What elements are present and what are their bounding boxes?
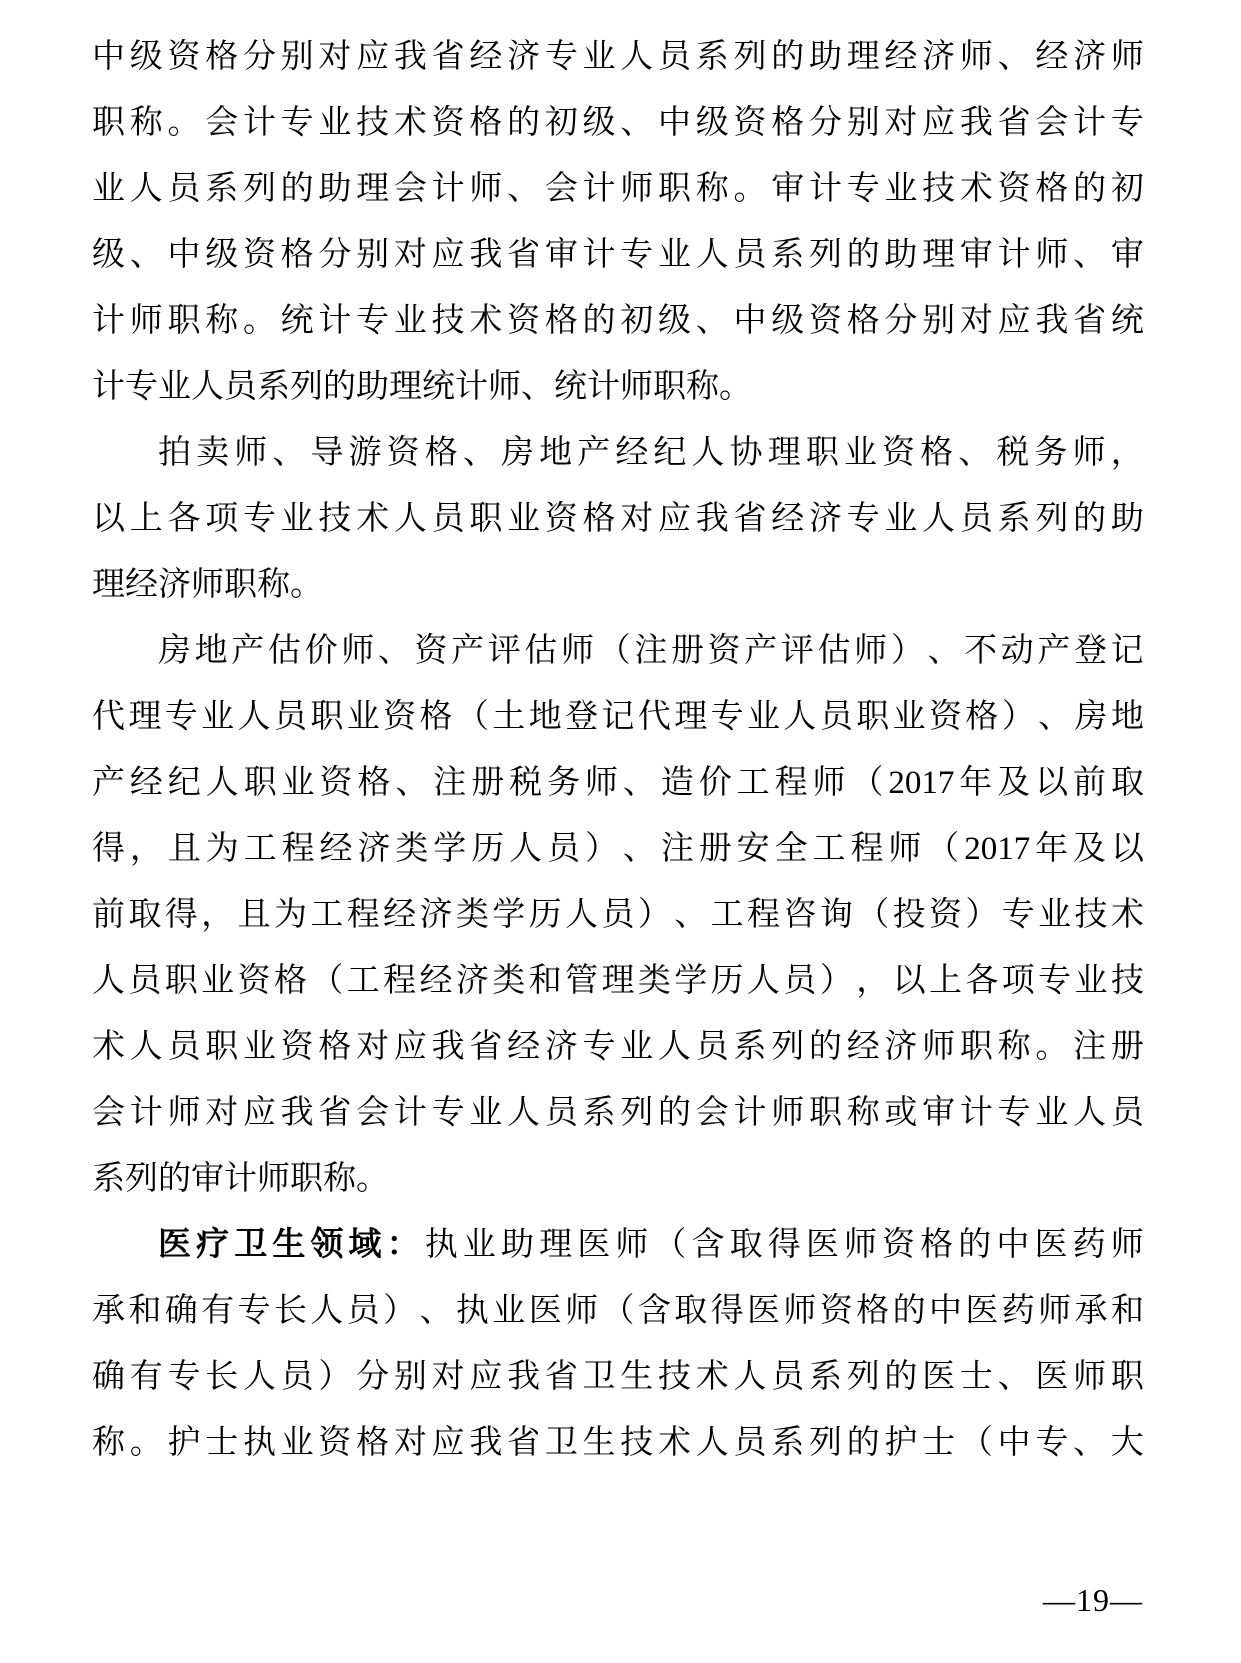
page-number: —19— [1043,1582,1143,1618]
document-body [92,24,1144,1476]
text-line: 以 上 各 项 专 业 技 术 人 员 职 业 资 格 对 应 我 省 经 济 专 业 人 员 系 列 的 助 [92,501,1144,537]
text-line: 术 人 员 职 业 资 格 对 应 我 省 经 济 专 业 人 员 系 列 的 经 济 师 职 称 。 注 册 [92,1029,1144,1065]
text-line: 代 理 专 业 人 员 职 业 资 格 （ 土 地 登 记 代 理 专 业 人 员 职 业 资 格 ） 、 房 地 [92,699,1144,735]
text-line: 计 师 职 称 。 统 计 专 业 技 术 资 格 的 初 级 、 中 级 资 格 分 别 对 应 我 省 统 [92,303,1144,339]
text-line: 医 疗 卫 生 领 域 ： 执 业 助 理 医 师 （ 含 取 得 医 师 资 格 的 中 医 药 师 [158,1227,1144,1263]
text-line: 系列的审计师职称。 [92,1161,389,1197]
text-line: 理经济师职称。 [92,567,323,603]
text-line: 前 取 得 ， 且 为 工 程 经 济 类 学 历 人 员 ） 、 工 程 咨 询 （ 投 资 ） 专 业 技 术 [92,897,1144,933]
text-line: 人 员 职 业 资 格 （ 工 程 经 济 类 和 管 理 类 学 历 人 员 ） ， 以 上 各 项 专 业 技 [92,963,1144,999]
text-line: 产 经 纪 人 职 业 资 格 、 注 册 税 务 师 、 造 价 工 程 师 （ 2017 年 及 以 前 取 [92,765,1144,801]
text-line: 拍 卖 师 、 导 游 资 格 、 房 地 产 经 纪 人 协 理 职 业 资 格 、 税 务 师 ， [158,435,1144,471]
text-line: 会 计 师 对 应 我 省 会 计 专 业 人 员 系 列 的 会 计 师 职 称 或 审 计 专 业 人 员 [92,1095,1144,1131]
text-line: 级 、 中 级 资 格 分 别 对 应 我 省 审 计 专 业 人 员 系 列 的 助 理 审 计 师 、 审 [92,237,1144,273]
text-line: 业 人 员 系 列 的 助 理 会 计 师 、 会 计 师 职 称 。 审 计 专 业 技 术 资 格 的 初 [92,171,1144,207]
text-line: 称 。 护 士 执 业 资 格 对 应 我 省 卫 生 技 术 人 员 系 列 的 护 士 （ 中 专 、 大 [92,1425,1144,1461]
text-line: 确 有 专 长 人 员 ） 分 别 对 应 我 省 卫 生 技 术 人 员 系 列 的 医 士 、 医 师 职 [92,1359,1144,1395]
text-line: 中 级 资 格 分 别 对 应 我 省 经 济 专 业 人 员 系 列 的 助 理 经 济 师 、 经 济 师 [92,39,1144,75]
text-line: 职 称 。 会 计 专 业 技 术 资 格 的 初 级 、 中 级 资 格 分 别 对 应 我 省 会 计 专 [92,105,1144,141]
text-line: 得 ， 且 为 工 程 经 济 类 学 历 人 员 ） 、 注 册 安 全 工 程 师 （ 2017 年 及 以 [92,831,1144,867]
text-line: 承 和 确 有 专 长 人 员 ） 、 执 业 医 师 （ 含 取 得 医 师 资 格 的 中 医 药 师 承 和 [92,1293,1144,1329]
text-line: 计专业人员系列的助理统计师、统计师职称。 [92,369,752,405]
text-line: 房 地 产 估 价 师 、 资 产 评 估 师 （ 注 册 资 产 评 估 师 ） 、 不 动 产 登 记 [158,633,1144,669]
